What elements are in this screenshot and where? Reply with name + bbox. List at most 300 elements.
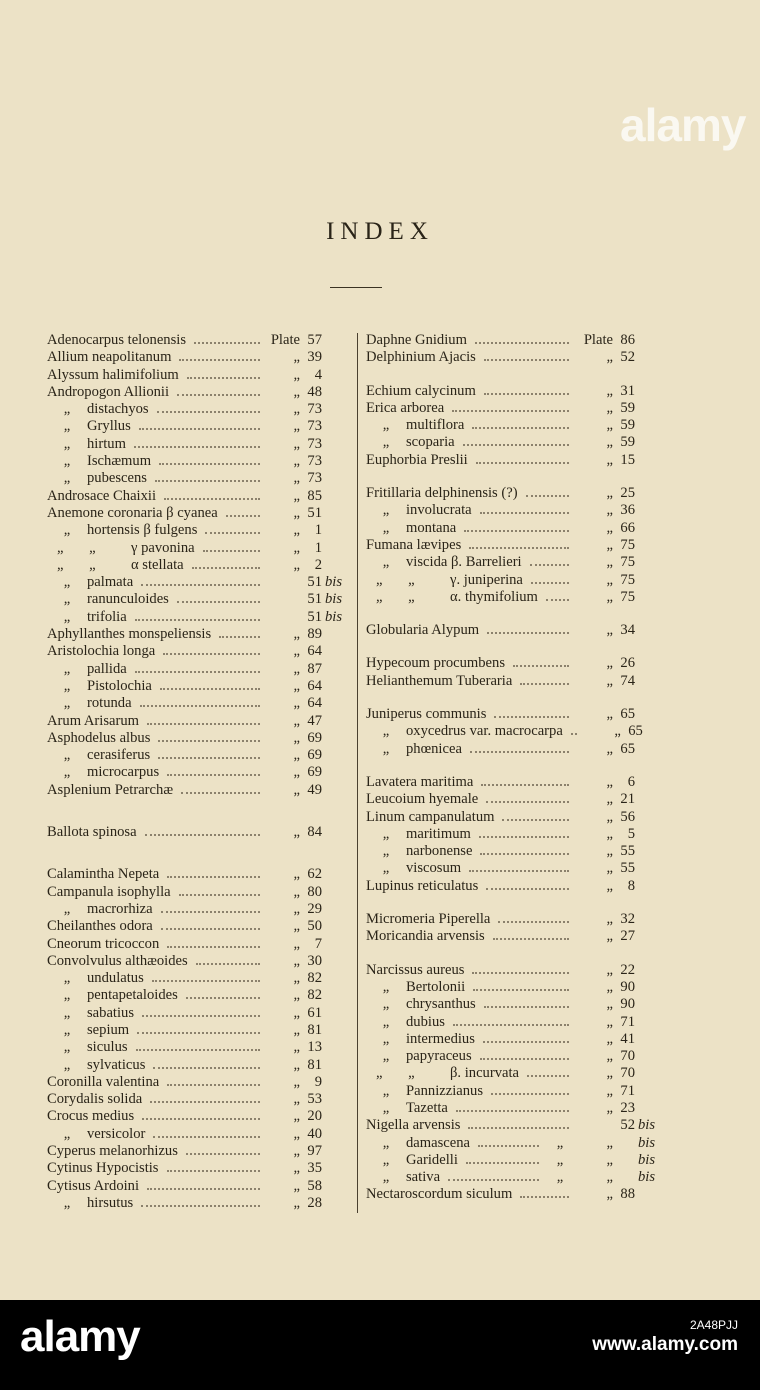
plate-label: „: [293, 487, 300, 504]
dot-leader: [186, 1152, 260, 1155]
plate-label: „: [606, 978, 613, 995]
plate-label: „: [293, 729, 300, 746]
entry-name: Anemone coronaria β cyanea: [47, 504, 218, 521]
index-entry: [47, 522, 345, 539]
entry-name: dubius: [406, 1013, 445, 1030]
dot-leader: [153, 1135, 260, 1138]
entry-name: undulatus: [87, 970, 144, 987]
index-entry: [366, 826, 658, 843]
dot-leader: [134, 445, 260, 448]
dot-leader: [135, 618, 260, 621]
ditto-mark: „: [556, 1169, 564, 1186]
ditto-mark: „: [63, 695, 71, 712]
index-letter-group: [366, 706, 658, 758]
index-letter-group: [366, 911, 658, 946]
index-entry: [47, 713, 345, 730]
plate-label: „: [293, 970, 300, 987]
ditto-mark: „: [63, 1004, 71, 1021]
entry-name: Helianthemum Tuberaria: [366, 672, 513, 689]
plate-label: „: [614, 723, 621, 740]
index-entry: [47, 1143, 345, 1160]
entry-name: rotunda: [87, 695, 132, 712]
plate-number: 40: [307, 1125, 322, 1142]
plate-label: „: [606, 554, 613, 571]
index-entry: [47, 1005, 345, 1022]
plate-number: 73: [307, 453, 322, 470]
dot-leader: [487, 631, 569, 634]
plate-label: „: [293, 383, 300, 400]
entry-name: Delphinium Ajacis: [366, 349, 476, 366]
index-entry: [47, 936, 345, 953]
ditto-mark: „: [382, 1099, 390, 1116]
plate-label: „: [293, 1021, 300, 1038]
index-entry: [366, 1152, 658, 1169]
ditto-mark: „: [63, 1056, 71, 1073]
plate-number: 34: [620, 622, 635, 639]
plate-label: „: [293, 866, 300, 883]
plate-number: 90: [620, 978, 635, 995]
index-entry: [47, 349, 345, 366]
index-entry: [47, 824, 345, 841]
entry-name: Hypecoum procumbens: [366, 655, 506, 672]
entry-name: γ pavonina: [131, 539, 195, 556]
plate-number: 73: [307, 418, 322, 435]
dot-leader: [164, 497, 260, 500]
plate-label: „: [293, 1004, 300, 1021]
index-entry: [366, 979, 658, 996]
plate-label: „: [606, 399, 613, 416]
index-entry: [366, 502, 658, 519]
plate-label: „: [606, 791, 613, 808]
index-entry: [366, 434, 658, 451]
index-letter-group: [47, 332, 345, 799]
dot-leader: [571, 732, 577, 735]
plate-number: 82: [307, 970, 322, 987]
entry-name: hirsutus: [87, 1194, 134, 1211]
dot-leader: [493, 937, 569, 940]
index-entry: [366, 928, 658, 945]
plate-number: 28: [307, 1194, 322, 1211]
index-entry: [47, 1195, 345, 1212]
plate-label: Plate: [270, 332, 300, 348]
index-entry: [47, 782, 345, 799]
plate-label: „: [293, 1125, 300, 1142]
entry-name: phœnicea: [406, 740, 462, 757]
dot-leader: [167, 1083, 260, 1086]
plate-number: 62: [307, 866, 322, 883]
plate-label: „: [293, 824, 300, 841]
entry-name: microcarpus: [87, 764, 160, 781]
ditto-mark: „: [63, 401, 71, 418]
dot-leader: [135, 670, 260, 673]
plate-number: 64: [307, 695, 322, 712]
dot-leader: [452, 409, 569, 412]
plate-label: „: [606, 1013, 613, 1030]
entry-name: Cyperus melanorhizus: [47, 1143, 178, 1160]
entry-name: sabatius: [87, 1004, 135, 1021]
plate-label: „: [293, 952, 300, 969]
plate-number: 73: [307, 401, 322, 418]
plate-label: „: [293, 764, 300, 781]
index-entry: [47, 418, 345, 435]
plate-number: 80: [307, 883, 322, 900]
plate-number: 30: [307, 952, 322, 969]
dot-leader: [476, 461, 569, 464]
entry-name: Convolvulus althæoides: [47, 952, 188, 969]
index-entry: [366, 723, 658, 740]
entry-name: Tazetta: [406, 1099, 448, 1116]
plate-number: 8: [627, 877, 635, 894]
index-entry: [366, 741, 658, 758]
index-entry: [47, 488, 345, 505]
plate-label: Plate: [583, 332, 613, 348]
dot-leader: [163, 652, 260, 655]
index-entry: [366, 962, 658, 979]
plate-label: „: [606, 1169, 613, 1186]
plate-label: „: [293, 643, 300, 660]
entry-name: pentapetaloides: [87, 987, 178, 1004]
entry-name: Cytinus Hypocistis: [47, 1160, 159, 1177]
index-entry: [366, 520, 658, 537]
dot-leader: [186, 996, 260, 999]
dot-leader: [152, 979, 260, 982]
ditto-mark: „ „: [376, 588, 415, 605]
entry-name: Crocus medius: [47, 1108, 135, 1125]
dot-leader: [472, 426, 569, 429]
dot-leader: [478, 1144, 539, 1147]
dot-leader: [141, 1204, 260, 1207]
dot-leader: [502, 818, 569, 821]
plate-label: „: [293, 1073, 300, 1090]
dot-leader: [203, 549, 260, 552]
plate-label: „: [606, 808, 613, 825]
plate-number: 26: [620, 655, 635, 672]
index-entry: [47, 401, 345, 418]
bis-suffix: bis: [325, 574, 343, 591]
watermark-banner: [0, 1300, 760, 1390]
dot-leader: [468, 1126, 569, 1129]
image-meta: [592, 1316, 738, 1354]
plate-label: „: [293, 626, 300, 643]
index-entry: [366, 349, 658, 366]
plate-label: „: [606, 860, 613, 877]
index-entry: [47, 1108, 345, 1125]
plate-label: „: [606, 571, 613, 588]
index-entry: [366, 1135, 658, 1152]
plate-label: „: [606, 1030, 613, 1047]
index-entry: [47, 505, 345, 522]
entry-name: Bertolonii: [406, 978, 466, 995]
dot-leader: [142, 1117, 260, 1120]
ditto-mark: „: [556, 1151, 564, 1168]
entry-name: Micromeria Piperella: [366, 911, 491, 928]
dot-leader: [527, 1074, 569, 1077]
plate-label: „: [606, 740, 613, 757]
plate-label: „: [606, 1186, 613, 1203]
entry-name: Lavatera maritima: [366, 773, 474, 790]
plate-number: 85: [307, 487, 322, 504]
index-entry: [366, 843, 658, 860]
dot-leader: [155, 479, 260, 482]
plate-number: 59: [620, 434, 635, 451]
plate-label: „: [293, 1056, 300, 1073]
ditto-mark: „: [63, 677, 71, 694]
entry-name: Asphodelus albus: [47, 729, 151, 746]
index-letter-group: [366, 962, 658, 1204]
plate-number: 82: [307, 987, 322, 1004]
brand-logo: alamy: [20, 1312, 140, 1361]
ditto-mark: „: [382, 1082, 390, 1099]
plate-number: 59: [620, 417, 635, 434]
index-entry: [366, 485, 658, 502]
dot-leader: [161, 910, 260, 913]
plate-label: „: [606, 519, 613, 536]
index-letter-group: [366, 774, 658, 895]
index-letter-group: [366, 622, 658, 639]
plate-label: „: [606, 825, 613, 842]
plate-label: „: [293, 1108, 300, 1125]
dot-leader: [480, 852, 569, 855]
index-entry: [47, 1091, 345, 1108]
plate-number: 81: [307, 1056, 322, 1073]
plate-number: 15: [620, 451, 635, 468]
index-entry: [47, 626, 345, 643]
ditto-mark: „: [382, 996, 390, 1013]
index-entry: [366, 537, 658, 554]
plate-number: 56: [620, 808, 635, 825]
dot-leader: [472, 971, 569, 974]
dot-leader: [194, 341, 260, 344]
plate-label: „: [293, 781, 300, 798]
plate-label: „: [606, 536, 613, 553]
watermark: alamy: [620, 99, 746, 151]
index-entry: [366, 996, 658, 1013]
index-entry: [47, 730, 345, 747]
ditto-mark: „: [556, 1134, 564, 1151]
plate-number: 36: [620, 502, 635, 519]
entry-name: narbonense: [406, 843, 473, 860]
plate-label: „: [293, 883, 300, 900]
entry-name: Adenocarpus telonensis: [47, 332, 187, 348]
index-entry: [47, 884, 345, 901]
ditto-mark: „: [382, 1151, 390, 1168]
entry-name: Daphne Gnidium: [366, 332, 467, 348]
plate-label: „: [293, 539, 300, 556]
entry-name: pallida: [87, 660, 127, 677]
plate-number: 70: [620, 1065, 635, 1082]
index-entry: [47, 866, 345, 883]
dot-leader: [484, 392, 569, 395]
plate-number: 89: [307, 626, 322, 643]
plate-label: „: [606, 773, 613, 790]
entry-name: chrysanthus: [406, 996, 476, 1013]
entry-name: montana: [406, 519, 457, 536]
entry-name: Leucoium hyemale: [366, 791, 479, 808]
plate-number: 22: [620, 961, 635, 978]
title-rule: [330, 287, 382, 288]
dot-leader: [136, 1048, 260, 1051]
index-letter-group: [47, 866, 345, 1212]
dot-leader: [484, 358, 569, 361]
plate-number: 51: [307, 608, 322, 625]
index-entry: [366, 1083, 658, 1100]
plate-number: 55: [620, 860, 635, 877]
ditto-mark: „: [63, 574, 71, 591]
index-entry: [366, 655, 658, 672]
entry-name: intermedius: [406, 1030, 475, 1047]
dot-leader: [145, 833, 260, 836]
index-entry: [366, 1169, 658, 1186]
dot-leader: [494, 715, 569, 718]
plate-label: „: [293, 987, 300, 1004]
plate-label: „: [293, 1194, 300, 1211]
dot-leader: [181, 791, 260, 794]
dot-leader: [480, 1057, 569, 1060]
ditto-mark: „ „: [57, 539, 96, 556]
plate-label: „: [606, 502, 613, 519]
entry-name: siculus: [87, 1039, 128, 1056]
plate-number: 58: [307, 1177, 322, 1194]
plate-label: „: [606, 434, 613, 451]
index-entry: [47, 609, 345, 626]
bis-suffix: bis: [325, 608, 343, 625]
plate-label: „: [293, 677, 300, 694]
entry-name: Aristolochia longa: [47, 643, 156, 660]
bis-suffix: bis: [638, 1117, 656, 1134]
entry-name: trifolia: [87, 608, 127, 625]
plate-label: „: [293, 556, 300, 573]
bis-suffix: bis: [325, 591, 343, 608]
entry-name: macrorhiza: [87, 900, 153, 917]
index-letter-group: [366, 655, 658, 690]
dot-leader: [479, 835, 569, 838]
plate-label: „: [293, 504, 300, 521]
ditto-mark: „: [382, 502, 390, 519]
entry-name: Allium neapolitanum: [47, 349, 172, 366]
entry-name: Coronilla valentina: [47, 1073, 160, 1090]
plate-number: 81: [307, 1021, 322, 1038]
dot-leader: [140, 704, 260, 707]
plate-number: 73: [307, 470, 322, 487]
entry-name: cerasiferus: [87, 747, 151, 764]
plate-label: „: [606, 911, 613, 928]
index-letter-group: [366, 485, 658, 606]
plate-number: 48: [307, 383, 322, 400]
entry-name: Pannizzianus: [406, 1082, 484, 1099]
plate-label: „: [293, 712, 300, 729]
ditto-mark: „: [382, 434, 390, 451]
entry-name: Campanula isophylla: [47, 883, 171, 900]
dot-leader: [526, 494, 569, 497]
dot-leader: [464, 529, 569, 532]
dot-leader: [531, 581, 569, 584]
plate-number: 74: [620, 672, 635, 689]
plate-number: 65: [620, 740, 635, 757]
dot-leader: [205, 531, 260, 534]
entry-name: versicolor: [87, 1125, 146, 1142]
plate-label: „: [606, 451, 613, 468]
plate-label: „: [606, 706, 613, 723]
dot-leader: [192, 566, 260, 569]
plate-label: „: [606, 1065, 613, 1082]
entry-name: Fumana lævipes: [366, 536, 462, 553]
entry-name: Juniperus communis: [366, 706, 487, 723]
index-entry: [366, 1031, 658, 1048]
ditto-mark: „: [63, 522, 71, 539]
dot-leader: [520, 1195, 569, 1198]
plate-number: 25: [620, 485, 635, 502]
plate-label: „: [606, 485, 613, 502]
entry-name: distachyos: [87, 401, 149, 418]
page-title: INDEX: [326, 218, 434, 245]
entry-name: Moricandia arvensis: [366, 928, 485, 945]
index-entry: [47, 453, 345, 470]
ditto-mark: „ „: [376, 571, 415, 588]
index-entry: [47, 695, 345, 712]
plate-number: 1: [314, 522, 322, 539]
plate-number: 69: [307, 747, 322, 764]
index-entry: [47, 332, 345, 349]
plate-label: „: [293, 935, 300, 952]
dot-leader: [167, 875, 260, 878]
plate-label: „: [606, 382, 613, 399]
plate-number: 64: [307, 643, 322, 660]
dot-leader: [161, 927, 260, 930]
dot-leader: [486, 800, 569, 803]
index-entry: [366, 706, 658, 723]
entry-name: Nigella arvensis: [366, 1117, 461, 1134]
entry-name: ranunculoides: [87, 591, 169, 608]
dot-leader: [480, 511, 569, 514]
entry-name: palmata: [87, 574, 134, 591]
entry-name: Androsace Chaixii: [47, 487, 157, 504]
index-entry: [47, 747, 345, 764]
ditto-mark: „: [63, 435, 71, 452]
plate-number: 66: [620, 519, 635, 536]
dot-leader: [456, 1109, 569, 1112]
dot-leader: [179, 358, 260, 361]
plate-label: „: [293, 366, 300, 383]
plate-label: „: [293, 453, 300, 470]
plate-label: „: [293, 1039, 300, 1056]
dot-leader: [167, 945, 260, 948]
plate-number: 20: [307, 1108, 322, 1125]
entry-name: maritimum: [406, 825, 471, 842]
index-entry: [366, 400, 658, 417]
index-entry: [366, 809, 658, 826]
index-entry: [366, 332, 658, 349]
dot-leader: [167, 1169, 261, 1172]
index-entry: [366, 860, 658, 877]
plate-label: „: [293, 1160, 300, 1177]
entry-name: β. incurvata: [450, 1065, 520, 1082]
index-entry: [366, 791, 658, 808]
index-entry: [47, 1074, 345, 1091]
index-entry: [366, 911, 658, 928]
plate-number: 75: [620, 571, 635, 588]
ditto-mark: „ „: [376, 1065, 415, 1082]
ditto-mark: „: [382, 740, 390, 757]
index-entry: [366, 452, 658, 469]
index-entry: [366, 1117, 658, 1134]
plate-label: „: [606, 1134, 613, 1151]
index-entry: [47, 987, 345, 1004]
dot-leader: [483, 1040, 569, 1043]
entry-name: Aphyllanthes monspeliensis: [47, 626, 212, 643]
dot-leader: [486, 887, 569, 890]
ditto-mark: „: [382, 1134, 390, 1151]
entry-name: Fritillaria delphinensis (?): [366, 485, 518, 502]
